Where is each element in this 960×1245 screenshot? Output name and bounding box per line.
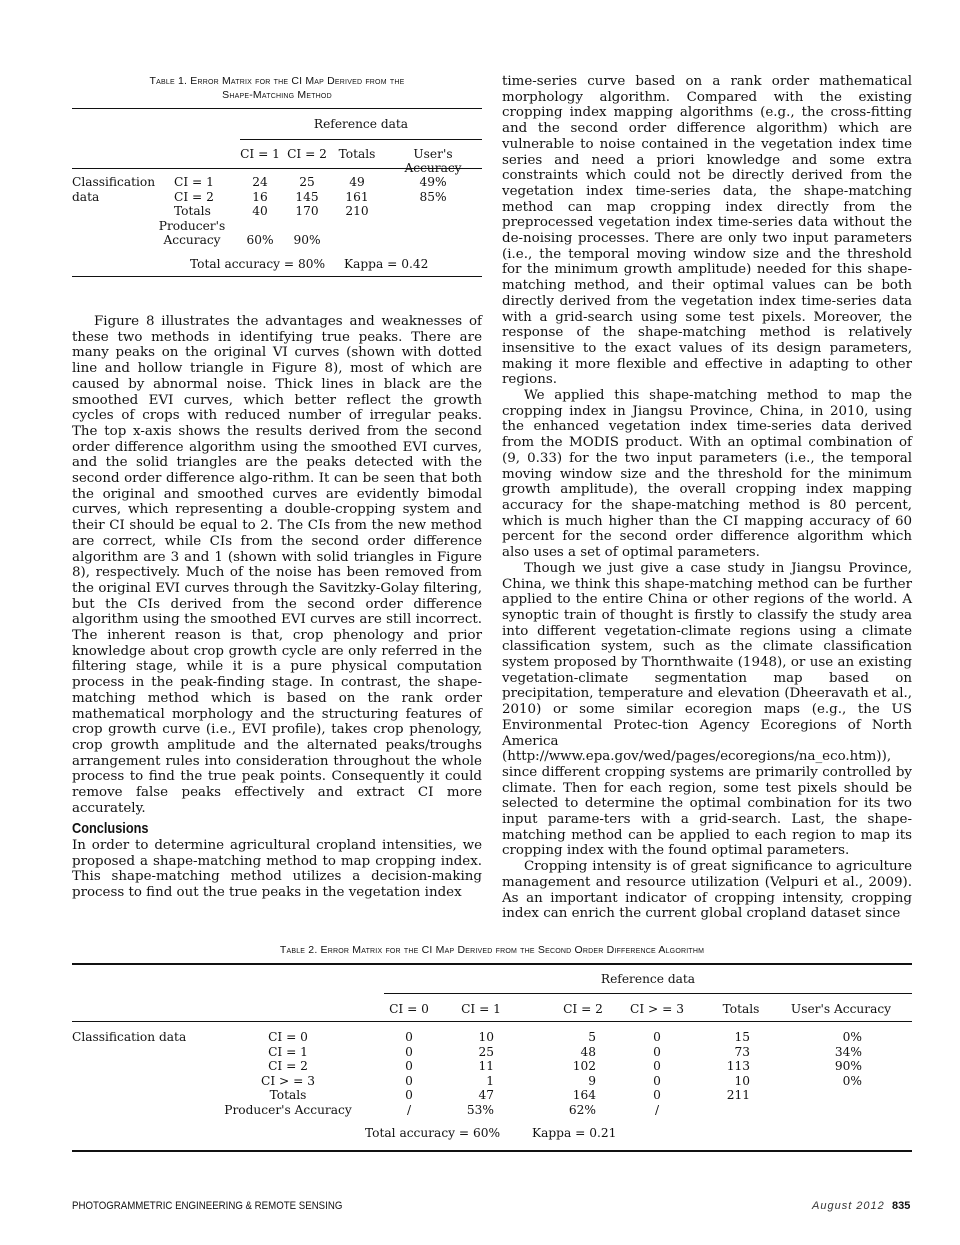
right-column	[502, 74, 912, 922]
table1-ref-header: Reference data	[313, 117, 409, 131]
table1-header-rule	[72, 168, 482, 169]
table2-col-header: CI > = 3	[630, 1002, 684, 1016]
cell: 10	[734, 1073, 750, 1088]
table2-caption: Table 2. Error Matrix for the CI Map Derived from the Second Order Difference Algorithm	[279, 944, 705, 956]
cell: 161	[345, 189, 369, 204]
producer-label-1: Producer's	[158, 218, 226, 233]
cell: 25	[478, 1044, 494, 1059]
cell: 11	[478, 1059, 494, 1073]
cell: 0	[653, 1073, 661, 1088]
cell: 5	[588, 1030, 596, 1044]
table1-col-header: CI = 1	[240, 147, 280, 161]
table1-group-label-2: data	[72, 189, 100, 204]
cell: 40	[252, 204, 268, 218]
table2-header-rule	[72, 1021, 912, 1022]
cell: 48	[580, 1044, 596, 1059]
cell: 0%	[842, 1030, 862, 1044]
table1-caption	[72, 74, 482, 102]
table2-ref-rule	[384, 993, 912, 994]
cell: 0	[405, 1030, 413, 1044]
cell: 25	[299, 175, 315, 189]
cell: 62%	[568, 1102, 596, 1117]
row-label: CI = 1	[174, 175, 214, 189]
cell: 90%	[293, 233, 321, 247]
paragraph: In order to determine agricultural cropland intensities, we proposed a shape-matching method to map cropping index. This shape-matching method utilizes a decision-making process to find out the true peaks in the vegetation index	[72, 838, 482, 901]
cell: 53%	[466, 1102, 494, 1117]
cell: 34%	[834, 1044, 862, 1059]
cell: 24	[252, 175, 268, 189]
row-label	[152, 219, 232, 248]
cell: 145	[295, 189, 319, 204]
table1-caption-line2: Shape-Matching Method	[222, 89, 332, 101]
cell: 102	[572, 1059, 596, 1073]
row-label: Totals	[269, 1088, 307, 1102]
table1-col-header: CI = 2	[287, 147, 327, 161]
table1-bottom-rule	[72, 276, 482, 277]
paragraph: Though we just give a case study in Jiangsu Province, China, we think this shape-matching method can be further applied to the entire China or other regions of the world. A synoptic train of thought is firstly to classify the study area into different vegetation-climate regions using a climate classification system, such as the climate classification system proposed by Thornthwaite (1948), or use an existing vegetation-climate segmentation map based on precipitation, temperature and elevation (Dheeravath et al., 2010) or some similar ecoregion maps (e.g., the US Environmental Protec-tion Agency Ecoregions of North America (http://www.epa.gov/wed/pages/ecoregions/na_eco.htm)), since different cropping systems are primarily controlled by climate. Then for each region, some test pixels should be selected to determine the optimal combination for its two input parame-ters with a grid-search. Last, the shape-matching method can be applied to each region to map its cropping index with the found optimal parameters.	[502, 560, 912, 859]
table2-col-header: CI = 2	[563, 1002, 603, 1016]
table2-group-label: Classification data	[72, 1030, 187, 1044]
table2-col-header: CI = 0	[389, 1002, 429, 1016]
cell: 10	[478, 1030, 494, 1044]
row-label: Producer's Accuracy	[224, 1102, 352, 1117]
cell: 0	[405, 1073, 413, 1088]
conclusions-heading: Conclusions	[72, 820, 149, 837]
cell: 0	[653, 1030, 661, 1044]
table2-col-header: User's Accuracy	[790, 1002, 892, 1016]
row-label: CI = 2	[174, 189, 214, 204]
table2-col-header: CI = 1	[461, 1002, 501, 1016]
cell: 170	[295, 204, 319, 218]
table1-kappa: Kappa = 0.42	[344, 257, 429, 271]
cell: 47	[478, 1088, 494, 1102]
table1-col-header: User's Accuracy	[404, 147, 462, 175]
cell: 0	[405, 1088, 413, 1102]
cell: 0	[405, 1059, 413, 1073]
cell: 15	[734, 1030, 750, 1044]
table1-caption-line1: Table 1. Error Matrix for the CI Map Derived from the	[149, 75, 405, 87]
row-label: Totals	[174, 204, 211, 218]
table1-top-rule	[72, 108, 482, 109]
cell: 49%	[419, 175, 447, 189]
row-label: CI = 0	[268, 1030, 308, 1044]
footer-journal: PHOTOGRAMMETRIC ENGINEERING & REMOTE SENSING	[72, 1200, 343, 1212]
table1-col-header: Totals	[338, 147, 376, 161]
cell: 0	[653, 1059, 661, 1073]
table2-total-accuracy: Total accuracy = 60%	[365, 1126, 501, 1140]
cell: 0	[653, 1088, 661, 1102]
cell: 0%	[842, 1073, 862, 1088]
cell: 85%	[419, 189, 447, 204]
cell: 73	[734, 1044, 750, 1059]
conclusions-column	[72, 838, 482, 901]
table2-kappa: Kappa = 0.21	[532, 1126, 617, 1140]
row-label: CI = 1	[268, 1044, 308, 1059]
cell: 49	[349, 175, 365, 189]
cell: 113	[726, 1059, 750, 1073]
paragraph: We applied this shape-matching method to map the cropping index in Jiangsu Province, China, in 2010, using the enhanced vegetation index time-series data derived from the MODIS product. With an optimal combination of (9, 0.33) for the two input parameters (i.e., the temporal moving window size and the threshold for the minimum growth amplitude), the overall cropping index mapping accuracy for the shape-matching method is 80 percent, which is much higher than the CI mapping accuracy of 60 percent for the second order difference algorithm which also uses a set of optimal parameters.	[502, 388, 912, 561]
cell: 1	[486, 1073, 494, 1088]
paragraph: time-series curve based on a rank order mathematical morphology algorithm. Compared with the existing cropping index mapping algorithms (e.g., the cross-fitting and the second order difference algorithm) which are vulnerable to noise contained in the vegetation index time series and need a priori knowledge and some extra constraints which could not be directly derived from the vegetation index time-series data, the shape-matching method can map cropping index directly from the preprocessed vegetation index time-series data without the de-noising processes. There are only two input parameters (i.e., the temporal moving window size and the threshold for the minimum growth amplitude) needed for this shape-matching method, and their optimal values can be both directly derived from the vegetation index time-series data with a grid-search using some test pixels. Moreover, the response of the shape-matching method is relatively insensitive to the exact values of its design parameters, making it more flexible and effective in adapting to other regions.	[502, 74, 912, 388]
cell: 60%	[246, 233, 274, 247]
row-label: CI > = 3	[261, 1073, 315, 1088]
table2-col-header: Totals	[722, 1002, 760, 1016]
cell: /	[654, 1102, 660, 1117]
cell: 0	[405, 1044, 413, 1059]
cell: 210	[345, 204, 369, 218]
paragraph: Figure 8 illustrates the advantages and weaknesses of these two methods in identifying true peaks. There are many peaks on the original VI curves (shown with dotted line and hollow triangle in Figure 8), most of which are caused by abnormal noise. Thick lines in black are the smoothed EVI curves, which better reflect the growth cycles of crops with reduced number of irregular peaks. The top x-axis shows the results derived from the second order difference algorithm using the smoothed EVI curves, and the solid triangles are the peaks detected with the second order difference algo-rithm. It can be seen that both the original and smoothed curves are evidently bimodal curves, which representing a double-cropping system and their CI should be equal to 2. The CIs from the new method are correct, while CIs from the second order difference algorithm are 3 and 1 (shown with solid triangles in Figure 8), respectively. Much of the noise has been removed from the original EVI curves through the Savitzky-Golay filtering, but the CIs derived from the second order difference algorithm using the smoothed EVI curves are still incorrect. The inherent reason is that, crop phenology and prior knowledge about crop growth cycle are only referred in the filtering stage, while it is a pure physical computation process in the peak-finding stage. In contrast, the shape-matching method which is based on the rank order mathematical morphology and the structuring features of crop growth curve (i.e., EVI profile), takes crop phenology, crop growth amplitude and the alternated peaks/troughs arrangement rules into consideration throughout the whole process to find the true peak points. Consequently it could remove false peaks effectively and extract CI more accurately.	[72, 314, 482, 816]
paragraph: Cropping intensity is of great significance to agriculture management and resource utilization (Velpuri et al., 2009). As an important indicator of cropping intensity, cropping index can enrich the current global cropland dataset since	[502, 859, 912, 922]
cell: 9	[588, 1073, 596, 1088]
cell: 0	[653, 1044, 661, 1059]
cell: 211	[726, 1088, 750, 1102]
footer-page: 835	[892, 1200, 911, 1212]
row-label: CI = 2	[268, 1059, 308, 1073]
table1-group-label	[72, 175, 155, 204]
cell: /	[406, 1102, 412, 1117]
producer-label-2: Accuracy	[163, 233, 221, 247]
footer-date: August 2012	[812, 1200, 885, 1212]
cell: 164	[572, 1088, 596, 1102]
table1-total-accuracy: Total accuracy = 80%	[190, 257, 326, 271]
table2-bottom-rule	[72, 1150, 912, 1152]
left-column	[72, 314, 482, 817]
cell: 16	[252, 189, 268, 204]
table1-ref-rule	[240, 139, 482, 140]
table2-top-rule	[72, 963, 912, 965]
table2-ref-header: Reference data	[600, 972, 696, 986]
table1-group-label-1: Classification	[72, 175, 156, 189]
cell: 90%	[834, 1059, 862, 1073]
